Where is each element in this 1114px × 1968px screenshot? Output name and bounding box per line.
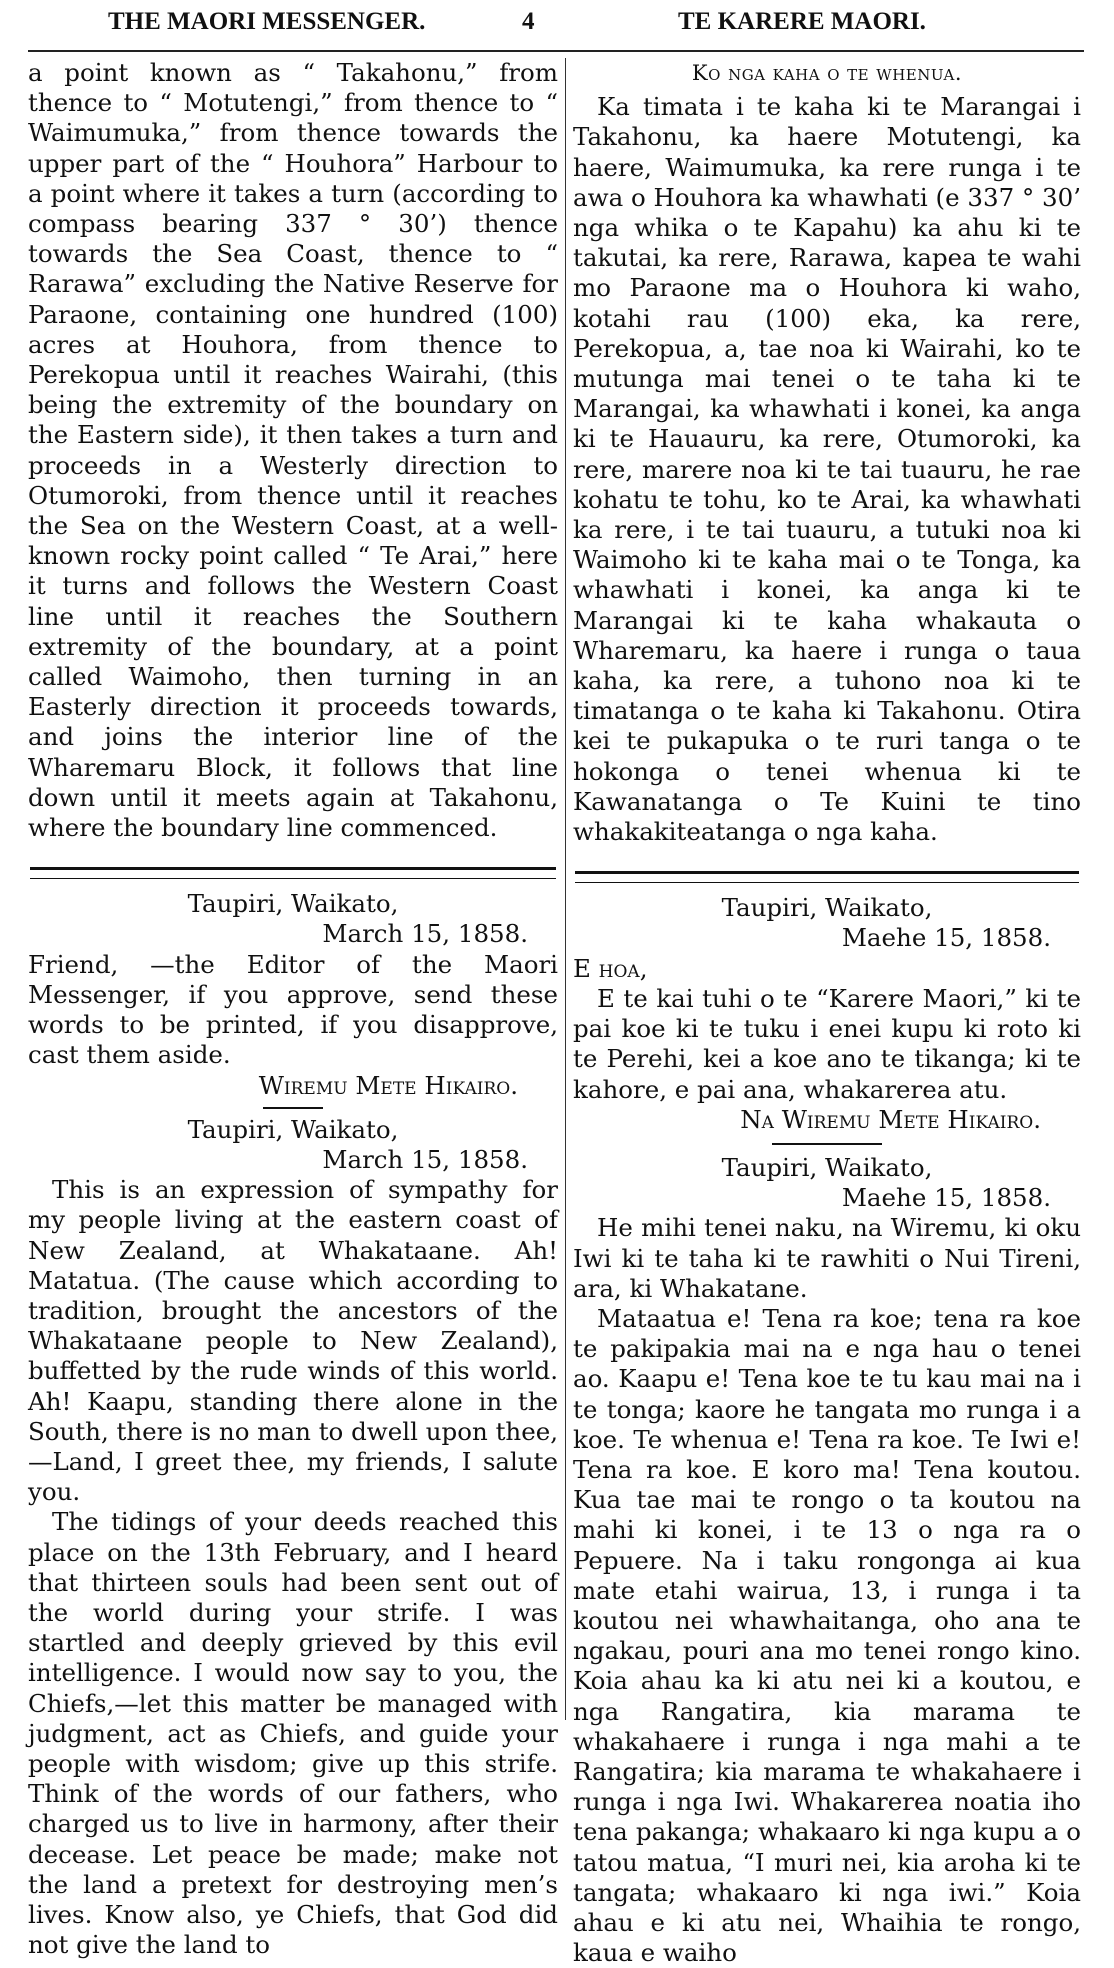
letter1-place-mi: Taupiri, Waikato, [721, 893, 933, 923]
section-rule [30, 867, 556, 879]
letter2-date-mi: Maehe 15, 1858. [841, 1183, 1051, 1213]
short-divider [263, 1107, 323, 1109]
boundary-description-mi: Ka timata i te kaha ki te Marangai i Takahonu, ka haere Motutengi, ka haere, Waimumuka, ka rere runga i te awa o Houhora ka whawhati (e 337 ° 30’ nga whika o te Kapahu) ka ahu ki te takutai, ka rere, Rarawa, kapea te wahi mo Paraone ma o Houhora ki waho, kotahi rau (100) eka, ka rere, Perekopua, a, tae noa ki Wairahi, ko te mutunga mai tenei o te taha ki te Marangai, ka whawhati i konei, ka anga ki te Hauauru, ka rere, Otumoroki, ka rere, marere noa ki te tai tuauru, he rae kohatu te tohu, ko te Arai, ka whawhati ka rere, i te tai tuauru, a tutuki noa ki Waimoho ki te kaha mai o te Tonga, ka whawhati i konei, ka anga ki te Marangai ki te kaha whakauta o Wharemaru, ka haere i runga o taua kaha, ka rere, a tuhono noa ki te timatanga o te kaha ki Takahonu. Otira kei te pukapuka o te ruri tanga o te hokonga o tenei whenua ki te Kawanatanga o Te Kuini te tino whakakiteatanga o nga kaha. [573, 92, 1081, 847]
letter1-signature-mi: Na Wiremu Mete Hikairo. [740, 1104, 1041, 1134]
letter1-body-mi: E te kai tuhi o te “Karere Maori,” ki te pai koe ki te tuku i enei kupu ki roto ki te Perehi, kei a koe ano te tikanga; ki te kahore, e pai ana, whakarerea atu. [573, 983, 1081, 1104]
letter1-place-en: Taupiri, Waikato, [187, 889, 399, 919]
header-rule [28, 50, 1084, 52]
short-divider [772, 1143, 882, 1145]
letter2-place-en: Taupiri, Waikato, [187, 1114, 399, 1144]
english-column [28, 58, 558, 1960]
letter2-para1-mi: He mihi tenei naku, na Wiremu, ki oku Iwi ki te taha ki te rawhiti o Nui Tireni, ara, ki Whakatane. [573, 1213, 1081, 1303]
section-heading-mi: Ko nga kaha o te whenua. [691, 61, 963, 85]
page-header [30, 8, 1084, 50]
letter2-para2-en: The tidings of your deeds reached this place on the 13th February, and I heard that thirteen souls had been sent out of the world during your strife. I was startled and deeply grieved by this evil intelligence. I would now say to you, the Chiefs,—let this matter be managed with judgment, act as Chiefs, and guide your people with wisdom; give up this strife. Think of the words of our fathers, who charged us to live in harmony, after their decease. Let peace be made; make not the land a pretext for destroying men’s lives. Know also, ye Chiefs, that God did not give the land to [28, 1507, 558, 1960]
english-masthead: THE MAORI MESSENGER. [108, 8, 426, 35]
maori-column [573, 58, 1081, 1968]
page-number: 4 [522, 8, 535, 35]
section-rule [575, 871, 1079, 883]
letter1-date-en: March 15, 1858. [322, 919, 528, 949]
letter2-place-mi: Taupiri, Waikato, [721, 1152, 933, 1182]
letter1-salutation-mi: E hoa, [573, 953, 648, 983]
maori-masthead: TE KARERE MAORI. [678, 8, 926, 35]
letter1-date-mi: Maehe 15, 1858. [841, 923, 1051, 953]
letter1-body-en: Friend, —the Editor of the Maori Messenger, if you approve, send these words to be printed, if you disapprove, cast them aside. [28, 949, 558, 1070]
column-divider [565, 58, 566, 1720]
letter1-signature-en: Wiremu Mete Hikairo. [258, 1070, 518, 1100]
letter2-date-en: March 15, 1858. [322, 1144, 528, 1174]
boundary-description-en: a point known as “ Takahonu,” from thence to “ Motutengi,” from thence to “ Waimumuka,” from thence towards the upper part of the “ Houhora” Harbour to a point where it takes a turn (according to compass bearing 337 ° 30’) thence towards the Sea Coast, thence to “ Rarawa” excluding the Native Reserve for Paraone, containing one hundred (100) acres at Houhora, from thence to Perekopua until it reaches Wairahi, (this being the extremity of the boundary on the Eastern side), it then takes a turn and proceeds in a Westerly direction to Otumoroki, from thence until it reaches the Sea on the Western Coast, at a well-known rocky point called “ Te Arai,” here it turns and follows the Western Coast line until it reaches the Southern extremity of the boundary, at a point called Waimoho, then turning in an Easterly direction it proceeds towards, and joins the interior line of the Wharemaru Block, it follows that line down until it meets again at Takahonu, where the boundary line commenced. [28, 58, 558, 843]
letter2-para2-mi: Mataatua e! Tena ra koe; tena ra koe te pakipakia mai na e nga hau o tenei ao. Kaapu e! Tena koe te tu kau mai na i te tonga; kaore he tangata mo runga i a koe. Te whenua e! Tena ra koe. Te Iwi e! Tena ra koe. E koro ma! Tena koutou. Kua tae mai te rongo o ta koutou na mahi ki konei, i te 13 o nga ra o Pepuere. Na i taku rongonga ai kua mate etahi wairua, 13, i runga i ta koutou nei whawhaitanga, oho ana te ngakau, pouri ana mo tenei rongo kino. Koia ahau ka ki atu nei ki a koutou, e nga Rangatira, kia marama te whakahaere i runga i nga mahi a te Rangatira; kia marama te whakahaere i runga i nga Iwi. Whakarerea noatia iho tena pakanga; whakaaro ki nga kupu a o tatou matua, “I muri nei, kia aroha ki te tangata; whakaaro ki nga iwi.” Koia ahau e ki atu nei, Whaihia te rongo, kaua e waiho [573, 1303, 1081, 1968]
letter2-para1-en: This is an expression of sympathy for my people living at the eastern coast of New Zealand, at Whakataane. Ah! Matatua. (The cause which according to tradition, brought the ancestors of the Whakataane people to New Zealand), buffetted by the rude winds of this world. Ah! Kaapu, standing there alone in the South, there is no man to dwell upon thee,—Land, I greet thee, my friends, I salute you. [28, 1175, 558, 1507]
